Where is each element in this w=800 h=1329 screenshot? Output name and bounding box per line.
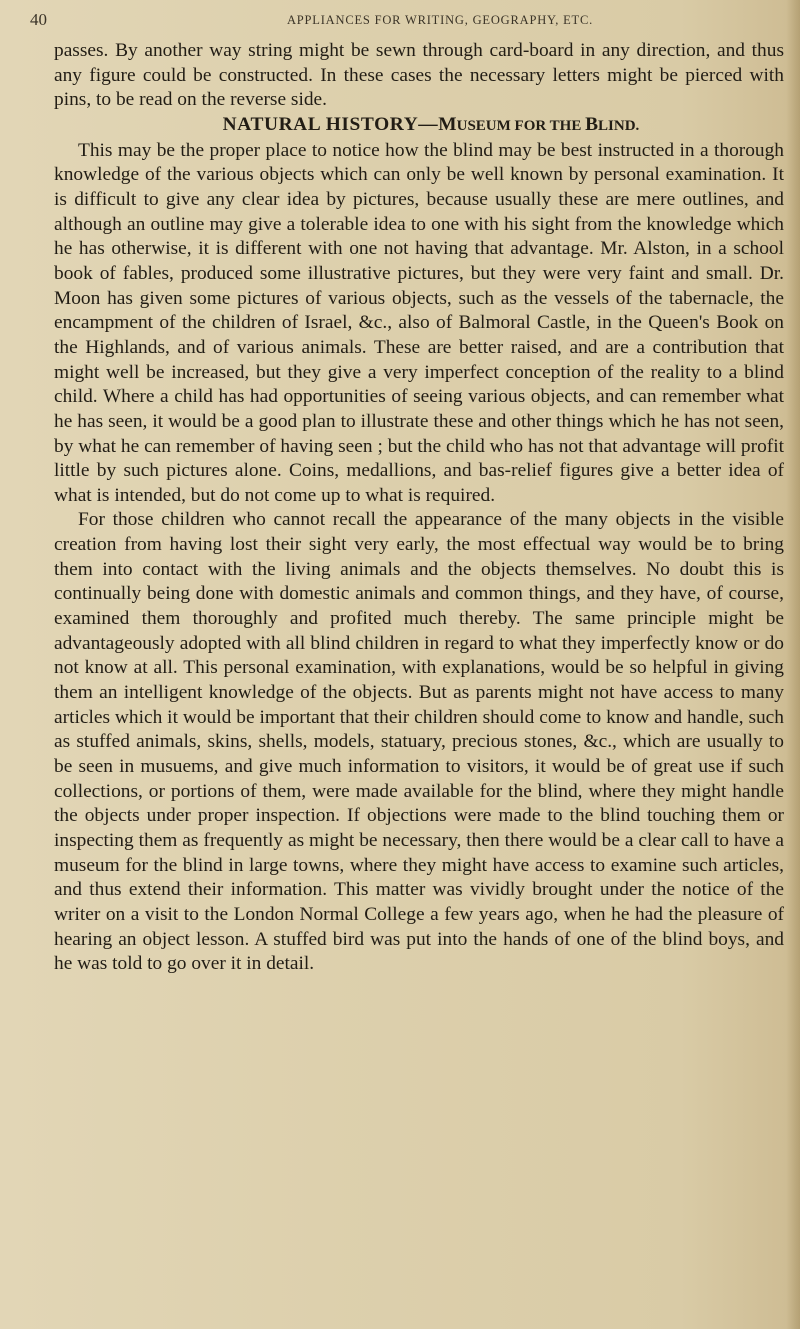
page-number: 40 — [30, 10, 47, 29]
page-header — [30, 10, 790, 34]
page-edge-shadow — [786, 0, 800, 1329]
paragraph: This may be the proper place to notice how the blind may be best instructed in a thorough knowledge of the various objects which can only be well known by personal examination. It is difficult to give any clear idea by pictures, because usually these are mere outlines, and although an outline may give a tolerable idea to one with his sight from the knowledge which he has otherwise, it is different with one not having that advantage. Mr. Alston, in a school book of fables, produced some illustrative pictures, but they were very faint and small. Dr. Moon has given some pictures of various objects, such as the vessels of the tabernacle, the encampment of the children of Israel, &c., also of Balmoral Castle, in the Queen's Book on the Highlands, and of various animals. These are better raised, and are a contribution that might well be increased, but they give a very imperfect conception of the reality to a blind child. Where a child has had opportunities of seeing various objects, and can remember what he has seen, it would be a good plan to illustrate these and other things which he has not seen, by what he can remember of having seen ; but the child who has not that advantage will profit little by such pictures alone. Coins, medallions, and bas-relief figures give a better idea of what is intended, but do not come up to what is required. — [54, 139, 784, 506]
running-title: APPLIANCES FOR WRITING, GEOGRAPHY, ETC. — [286, 13, 594, 27]
section-heading-main: NATURAL HISTORY— — [222, 113, 439, 135]
paragraph: For those children who cannot recall the appearance of the many objects in the visible creation from having lost their sight very early, the most effectual way would be to bring them into contact with the living animals and the objects themselves. No doubt this is continually being done with domestic animals and common things, and they have, of course, examined them thoroughly and profited much thereby. The same principle might be advantageously adopted with all blind children in regard to what they imperfectly know or do not know at all. This personal examination, with explanations, would be so helpful in giving them an intelligent knowledge of the objects. But as parents might not have access to many articles which it would be important that their children should come to know and handle, such as stuffed animals, skins, shells, models, statuary, precious stones, &c., which are usually to be seen in musuems, and give much information to visitors, it would be of great use if such collections, or portions of them, were made available for the blind, where they might handle the objects under proper inspection. If objections were made to the blind touching them or inspecting them as frequently as might be necessary, then there would be a clear call to have a museum for the blind in large towns, where they might have access to examine such articles, and thus extend their information. This matter was vividly brought under the notice of the writer on a visit to the London Normal College a few years ago, when he had the pleasure of hearing an object lesson. A stuffed bird was put into the hands of one of the blind boys, and he was told to go over it in detail. — [54, 509, 784, 975]
section-heading-sub: MUSEUM FOR THE BLIND. — [438, 113, 640, 135]
paragraph-continued: passes. By another way string might be sewn through card-board in any direction, and thus any figure could be constructed. In these cases the necessary letters might be pierced with pins, to be read on the reverse side. — [54, 40, 784, 111]
body-text — [54, 39, 784, 977]
section-heading — [54, 113, 784, 139]
